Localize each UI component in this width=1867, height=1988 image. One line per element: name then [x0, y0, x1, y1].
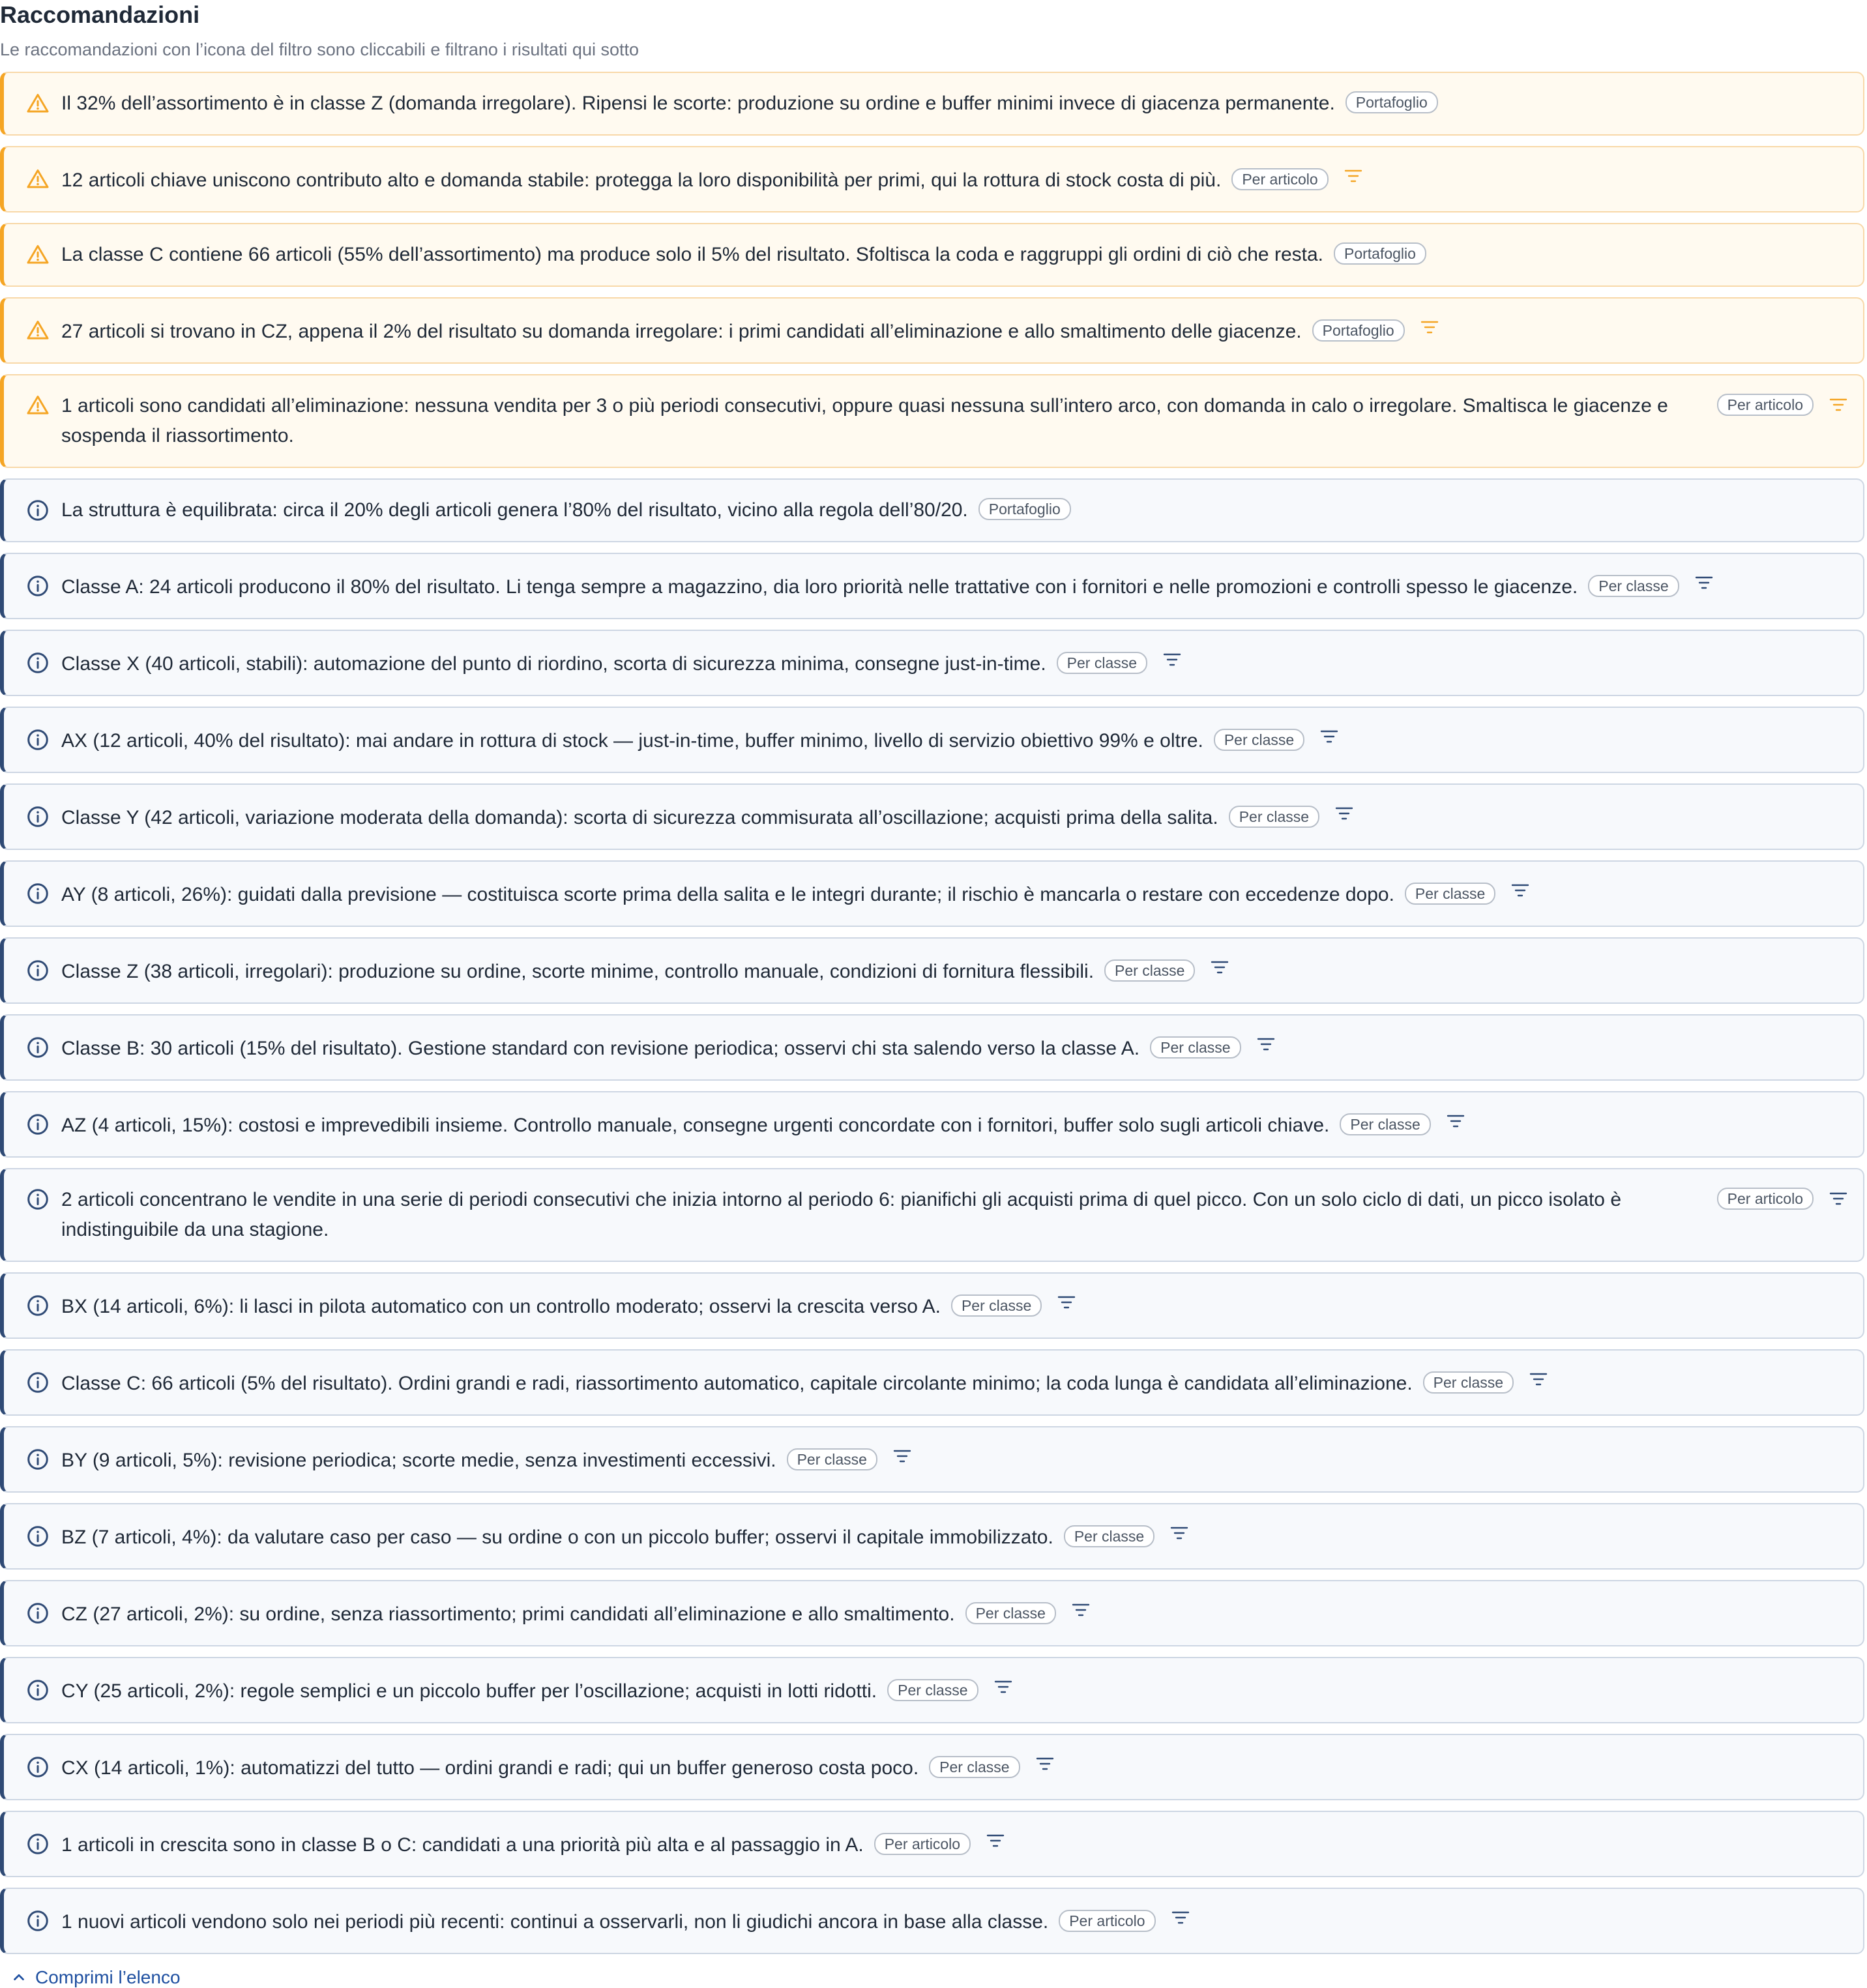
recommendation-message: Classe Z (38 articoli, irregolari): produzione su ordine, scorte minime, controllo manuale, condizioni di fornitura flessibili.: [61, 961, 1095, 982]
recommendation-card[interactable]: [0, 1580, 1864, 1646]
recommendation-text: [61, 1828, 1005, 1860]
filter-icon[interactable]: [1335, 800, 1353, 816]
scope-badge: Portafoglio: [978, 498, 1071, 520]
filter-icon[interactable]: [994, 1674, 1012, 1689]
recommendation-card[interactable]: [0, 1811, 1864, 1877]
filter-icon[interactable]: [1171, 1905, 1190, 1920]
recommendation-card[interactable]: [0, 783, 1864, 850]
recommendation-card[interactable]: [0, 1168, 1864, 1262]
warning-icon: [26, 243, 50, 267]
recommendation-text: [61, 954, 1229, 987]
scope-badge: Portafoglio: [1345, 91, 1438, 113]
scope-badge: Per classe: [1104, 959, 1195, 982]
recommendation-tail: [1717, 394, 1847, 416]
recommendation-message: 27 articoli si trovano in CZ, appena il 2% del risultato su domanda irregolare: i primi candidati all’eliminazione e allo smaltimento delle giacenze.: [61, 321, 1302, 342]
recommendation-message: CY (25 articoli, 2%): regole semplici e un piccolo buffer per l’oscillazione; acquisti in lotti ridotti.: [61, 1680, 877, 1702]
info-icon: [26, 882, 50, 905]
filter-icon[interactable]: [1257, 1031, 1275, 1047]
recommendation-card[interactable]: [0, 146, 1864, 212]
warning-icon: [26, 168, 50, 191]
recommendation-text: [61, 495, 1071, 525]
recommendation-message: Il 32% dell’assortimento è in classe Z (domanda irregolare). Ripensi le scorte: produzione su ordine e buffer minimi invece di giacenza permanente.: [61, 93, 1335, 114]
recommendation-text: [61, 1289, 1076, 1322]
collapse-list-label: Comprimi l’elenco: [35, 1967, 181, 1987]
recommendation-card[interactable]: [0, 937, 1864, 1004]
scope-badge: Per articolo: [874, 1833, 971, 1855]
recommendation-text: [61, 1520, 1188, 1553]
recommendation-message: AZ (4 articoli, 15%): costosi e imprevedibili insieme. Controllo manuale, consegne urgenti concordate con i fornitori, buffer solo sugli articoli chiave.: [61, 1115, 1330, 1136]
filter-icon[interactable]: [1320, 724, 1338, 739]
recommendation-text: [61, 724, 1338, 756]
recommendation-message: Classe B: 30 articoli (15% del risultato). Gestione standard con revisione periodica; osservi chi sta salendo verso la classe A.: [61, 1038, 1140, 1059]
scope-badge: Per classe: [965, 1602, 1056, 1624]
scope-badge: Per classe: [787, 1448, 877, 1470]
recommendation-text: [61, 314, 1439, 347]
recommendation-message: BX (14 articoli, 6%): li lasci in pilota automatico con un controllo moderato; osservi la crescita verso A.: [61, 1296, 941, 1317]
recommendation-text: [61, 800, 1353, 833]
recommendation-message: 1 nuovi articoli vendono solo nei periodi più recenti: continui a osservarli, non li giudichi ancora in base alla classe.: [61, 1911, 1049, 1933]
recommendation-card[interactable]: [0, 1734, 1864, 1800]
page-subtitle: Le raccomandazioni con l’icona del filtro sono cliccabili e filtrano i risultati qui sotto: [0, 40, 639, 59]
collapse-list-button[interactable]: [0, 1967, 1864, 1988]
page-title: Raccomandazioni: [0, 1, 200, 28]
info-icon: [26, 499, 50, 522]
filter-icon[interactable]: [1420, 314, 1439, 330]
recommendation-message: Classe X (40 articoli, stabili): automazione del punto di riordino, scorta di sicurezza minima, consegne just-in-time.: [61, 653, 1046, 675]
recommendation-message: CX (14 articoli, 1%): automatizzi del tutto — ordini grandi e radi; qui un buffer generoso costa poco.: [61, 1757, 919, 1779]
recommendation-card[interactable]: [0, 1503, 1864, 1570]
info-icon: [26, 1832, 50, 1856]
warning-icon: [26, 394, 50, 417]
info-icon: [26, 805, 50, 828]
filter-icon[interactable]: [986, 1828, 1005, 1843]
scope-badge: Per classe: [1405, 883, 1495, 905]
recommendation-card[interactable]: [0, 374, 1864, 468]
recommendation-card[interactable]: [0, 1349, 1864, 1416]
info-icon: [26, 574, 50, 598]
info-icon: [26, 1755, 50, 1779]
recommendation-card[interactable]: [0, 1272, 1864, 1339]
recommendation-card: [0, 478, 1864, 542]
scope-badge: Portafoglio: [1312, 319, 1405, 342]
recommendation-text: [61, 89, 1438, 119]
scope-badge: Per articolo: [1231, 168, 1328, 190]
info-icon: [26, 1294, 50, 1317]
recommendation-card[interactable]: [0, 1426, 1864, 1493]
info-icon: [26, 651, 50, 675]
recommendation-text: [61, 1674, 1012, 1706]
scope-badge: Portafoglio: [1334, 242, 1426, 265]
info-icon: [26, 1448, 50, 1471]
filter-icon[interactable]: [1170, 1520, 1188, 1536]
recommendation-card[interactable]: [0, 1014, 1864, 1081]
recommendation-card: [0, 72, 1864, 136]
scope-badge: Per classe: [887, 1679, 978, 1701]
recommendation-message: Classe Y (42 articoli, variazione moderata della domanda): scorta di sicurezza commisurata all’oscillazione; acquisti prima della salita.: [61, 807, 1218, 828]
filter-icon[interactable]: [1163, 647, 1181, 662]
recommendation-text: [61, 877, 1529, 910]
filter-icon[interactable]: [1344, 163, 1362, 179]
info-icon: [26, 1113, 50, 1136]
recommendation-text: [61, 240, 1426, 270]
recommendation-message: 2 articoli concentrano le vendite in una serie di periodi consecutivi che inizia intorno al periodo 6: pianifichi gli acquisti prima di quel picco. Con un solo ciclo di dati, un picco isolato è indistinguibile da una stagione.: [61, 1189, 1622, 1240]
filter-icon[interactable]: [1447, 1108, 1465, 1124]
recommendation-card[interactable]: [0, 553, 1864, 619]
info-icon: [26, 1525, 50, 1548]
recommendation-card[interactable]: [0, 1091, 1864, 1158]
recommendation-card[interactable]: [0, 297, 1864, 364]
scope-badge: Per articolo: [1717, 394, 1814, 416]
info-icon: [26, 1601, 50, 1625]
scope-badge: Per classe: [1214, 729, 1304, 751]
recommendation-message: AY (8 articoli, 26%): guidati dalla previsione — costituisca scorte prima della salita e le integri durante; il rischio è mancarla o restare con eccedenze dopo.: [61, 884, 1394, 905]
recommendation-text: [61, 1031, 1275, 1064]
recommendation-message: 1 articoli sono candidati all’eliminazione: nessuna vendita per 3 o più periodi consecutivi, oppure quasi nessuna sull’intero arco, con domanda in calo o irregolare. Smaltisca le giacenze e sospenda il riassortimento.: [61, 395, 1668, 446]
info-icon: [26, 959, 50, 982]
scope-badge: Per classe: [1150, 1036, 1241, 1059]
warning-icon: [26, 319, 50, 342]
recommendation-message: Classe C: 66 articoli (5% del risultato). Ordini grandi e radi, riassortimento automatico, capitale circolante minimo; la coda lunga è candidata all’eliminazione.: [61, 1373, 1413, 1394]
recommendation-text: [61, 1597, 1090, 1630]
filter-icon[interactable]: [1829, 1191, 1847, 1206]
scope-badge: Per classe: [1229, 806, 1319, 828]
recommendation-message: 1 articoli in crescita sono in classe B o C: candidati a una priorità più alta e al passaggio in A.: [61, 1834, 864, 1856]
info-icon: [26, 1188, 50, 1211]
recommendation-text: [61, 1443, 911, 1476]
recommendation-text: [61, 391, 1847, 451]
recommendation-message: AX (12 articoli, 40% del risultato): mai andare in rottura di stock — just-in-time, buffer minimo, livello di servizio obiettivo 99% e oltre.: [61, 730, 1203, 752]
filter-icon[interactable]: [1036, 1751, 1054, 1766]
filter-icon[interactable]: [1529, 1366, 1548, 1382]
recommendation-text: [61, 647, 1181, 679]
scope-badge: Per classe: [1057, 652, 1147, 674]
recommendation-text: [61, 1366, 1548, 1399]
scope-badge: Per classe: [1588, 575, 1679, 597]
filter-icon[interactable]: [1211, 954, 1229, 970]
info-icon: [26, 1371, 50, 1394]
info-icon: [26, 1678, 50, 1702]
recommendation-message: BZ (7 articoli, 4%): da valutare caso per caso — su ordine o con un piccolo buffer; osservi il capitale immobilizzato.: [61, 1527, 1053, 1548]
recommendation-card[interactable]: [0, 1888, 1864, 1954]
recommendation-message: Classe A: 24 articoli producono il 80% del risultato. Li tenga sempre a magazzino, dia loro priorità nelle trattative con i fornitori e nelle promozioni e controlli spesso le giacenze.: [61, 576, 1578, 598]
recommendation-card[interactable]: [0, 860, 1864, 927]
scope-badge: Per classe: [1340, 1113, 1430, 1135]
info-icon: [26, 728, 50, 752]
recommendation-list: [0, 72, 1864, 1954]
scope-badge: Per articolo: [1059, 1910, 1155, 1932]
recommendation-text: [61, 1185, 1847, 1245]
filter-icon[interactable]: [1511, 877, 1529, 893]
recommendation-message: La classe C contiene 66 articoli (55% dell’assortimento) ma produce solo il 5% del risultato. Sfoltisca la coda e raggruppi gli ordini di ciò che resta.: [61, 244, 1323, 265]
scope-badge: Per classe: [1423, 1371, 1514, 1394]
filter-icon[interactable]: [1829, 397, 1847, 413]
filter-icon[interactable]: [1695, 570, 1713, 585]
chevron-up-icon: [12, 1970, 26, 1985]
info-icon: [26, 1036, 50, 1059]
scope-badge: Per articolo: [1717, 1188, 1814, 1210]
scope-badge: Per classe: [951, 1294, 1042, 1317]
recommendation-card[interactable]: [0, 630, 1864, 696]
recommendation-text: [61, 1905, 1190, 1937]
filter-icon[interactable]: [1057, 1289, 1076, 1305]
recommendation-card[interactable]: [0, 1657, 1864, 1723]
info-icon: [26, 1909, 50, 1933]
recommendation-message: La struttura è equilibrata: circa il 20% degli articoli genera l’80% del risultato, vicino alla regola dell’80/20.: [61, 499, 968, 521]
recommendation-text: [61, 1751, 1054, 1783]
scope-badge: Per classe: [929, 1756, 1020, 1778]
recommendation-tail: [1717, 1188, 1847, 1210]
warning-icon: [26, 92, 50, 115]
recommendation-text: [61, 163, 1362, 196]
recommendation-message: 12 articoli chiave uniscono contributo alto e domanda stabile: protegga la loro disponibilità per primi, qui la rottura di stock costa di più.: [61, 169, 1222, 191]
recommendation-card: [0, 223, 1864, 287]
recommendation-text: [61, 1108, 1465, 1141]
recommendation-text: [61, 570, 1713, 602]
filter-icon[interactable]: [893, 1443, 911, 1459]
recommendation-message: BY (9 articoli, 5%): revisione periodica; scorte medie, senza investimenti eccessivi.: [61, 1450, 776, 1471]
recommendation-card[interactable]: [0, 707, 1864, 773]
filter-icon[interactable]: [1072, 1597, 1090, 1613]
recommendation-message: CZ (27 articoli, 2%): su ordine, senza riassortimento; primi candidati all’eliminazione e allo smaltimento.: [61, 1603, 955, 1625]
scope-badge: Per classe: [1064, 1525, 1154, 1547]
